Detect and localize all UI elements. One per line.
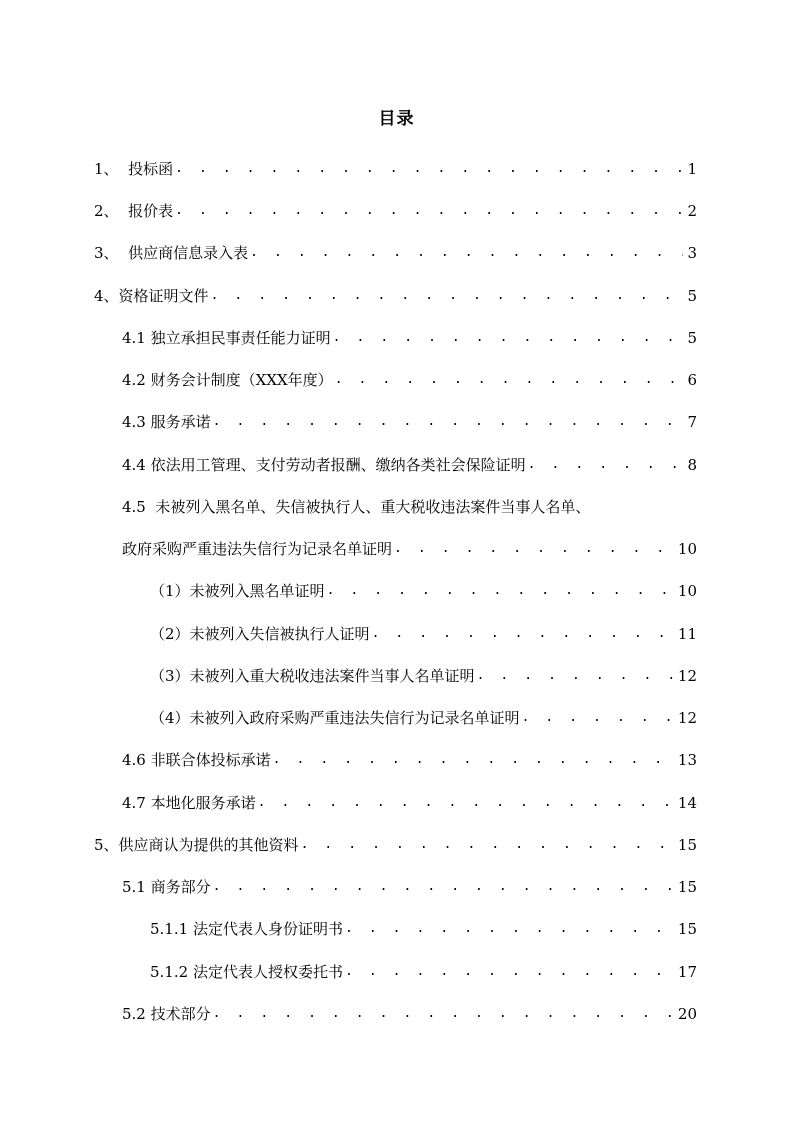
dot-leader <box>273 749 674 771</box>
toc-entry-label: 5.2 技术部分 <box>122 1005 211 1023</box>
toc-entry-4-7[interactable] <box>122 790 697 814</box>
toc-entry-page: 5 <box>687 287 697 305</box>
toc-entry-label: 5、供应商认为提供的其他资料 <box>94 836 299 854</box>
dot-leader <box>211 285 684 307</box>
toc-entry-4-5-line1[interactable] <box>122 494 697 518</box>
toc-entry-page: 15 <box>677 836 697 854</box>
dot-leader <box>345 918 674 940</box>
toc-entry-label: 1、 投标函 <box>94 160 174 178</box>
toc-entry-label: 4.1 独立承担民事责任能力证明 <box>122 329 331 347</box>
toc-entry-label: 5.1 商务部分 <box>122 878 211 896</box>
toc-entry-label: 3、 供应商信息录入表 <box>94 244 249 262</box>
toc-entry-4-1[interactable] <box>122 325 697 349</box>
dot-leader <box>394 538 674 560</box>
dot-leader <box>258 792 674 814</box>
toc-entry-label: 4.2 财务会计制度（XXX年度） <box>122 371 333 389</box>
toc-entry-5-2[interactable] <box>122 1001 697 1025</box>
dot-leader <box>175 158 683 180</box>
toc-entry-4-2[interactable] <box>122 367 697 391</box>
dot-leader <box>372 623 674 645</box>
toc-entry-page: 10 <box>677 540 697 558</box>
toc-entry-label: 4.4 依法用工管理、支付劳动者报酬、缴纳各类社会保险证明 <box>122 456 526 474</box>
toc-entry-1[interactable] <box>94 156 697 180</box>
toc-entry-4-5-3[interactable] <box>150 663 697 687</box>
toc-entry-label: 4、资格证明文件 <box>94 287 209 305</box>
dot-leader <box>213 1003 674 1025</box>
dot-leader <box>477 665 674 687</box>
dot-leader <box>345 961 674 983</box>
toc-entry-4-4[interactable] <box>122 452 697 476</box>
toc-entry-2[interactable] <box>94 198 697 222</box>
toc-entry-5-1-2[interactable] <box>150 959 697 983</box>
dot-leader <box>213 876 674 898</box>
dot-leader <box>250 242 683 264</box>
toc-entry-page: 17 <box>677 963 697 981</box>
toc-entry-4-5-4[interactable] <box>150 705 697 729</box>
dot-leader <box>333 327 684 349</box>
toc-entry-page: 6 <box>687 371 697 389</box>
toc-entry-page: 11 <box>677 625 697 643</box>
toc-entry-page: 8 <box>687 456 697 474</box>
toc-entry-label: 4.6 非联合体投标承诺 <box>122 751 271 769</box>
toc-entry-label: （3）未被列入重大税收违法案件当事人名单证明 <box>150 667 475 685</box>
toc-entry-page: 2 <box>687 202 697 220</box>
dot-leader <box>213 411 684 433</box>
toc-entry-4-5-2[interactable] <box>150 621 697 645</box>
toc-entry-page: 3 <box>687 244 697 262</box>
dot-leader <box>335 369 684 391</box>
toc-entry-4-3[interactable] <box>122 409 697 433</box>
toc-entry-label: （1）未被列入黑名单证明 <box>150 582 325 600</box>
toc-entry-label: 4.5 未被列入黑名单、失信被执行人、重大税收违法案件当事人名单、 <box>122 498 591 516</box>
toc-entry-page: 10 <box>677 582 697 600</box>
toc-entry-4-5-1[interactable] <box>150 578 697 602</box>
toc-entry-page: 20 <box>677 1005 697 1023</box>
toc-entry-label: （2）未被列入失信被执行人证明 <box>150 625 370 643</box>
toc-entry-5-1[interactable] <box>122 874 697 898</box>
toc-entry-label: 4.3 服务承诺 <box>122 413 211 431</box>
toc-entry-label: 5.1.1 法定代表人身份证明书 <box>150 920 343 938</box>
toc-entry-label: 5.1.2 法定代表人授权委托书 <box>150 963 343 981</box>
dot-leader <box>175 200 683 222</box>
toc-entry-label: （4）未被列入政府采购严重违法失信行为记录名单证明 <box>150 709 520 727</box>
dot-leader <box>327 580 674 602</box>
dot-leader <box>528 454 684 476</box>
toc-entry-3[interactable] <box>94 240 697 264</box>
toc-entry-page: 14 <box>677 794 697 812</box>
toc-entry-page: 15 <box>677 878 697 896</box>
toc-entry-4-5-line2[interactable] <box>122 536 697 560</box>
toc-entry-page: 12 <box>677 667 697 685</box>
toc-entry-page: 12 <box>677 709 697 727</box>
toc-entry-page: 7 <box>687 413 697 431</box>
dot-leader <box>522 707 674 729</box>
toc-entry-page: 13 <box>677 751 697 769</box>
toc-entry-label: 2、 报价表 <box>94 202 174 220</box>
toc-title: 目录 <box>378 109 415 129</box>
toc-entry-5-1-1[interactable] <box>150 916 697 940</box>
toc-entry-4[interactable] <box>94 283 697 307</box>
toc-entry-5[interactable] <box>94 832 697 856</box>
toc-entry-page: 1 <box>687 160 697 178</box>
toc-entry-label: 4.7 本地化服务承诺 <box>122 794 256 812</box>
toc-entry-4-6[interactable] <box>122 747 697 771</box>
toc-entry-page: 15 <box>677 920 697 938</box>
toc-entry-label: 政府采购严重违法失信行为记录名单证明 <box>122 540 393 558</box>
dot-leader <box>301 834 674 856</box>
toc-entry-page: 5 <box>687 329 697 347</box>
